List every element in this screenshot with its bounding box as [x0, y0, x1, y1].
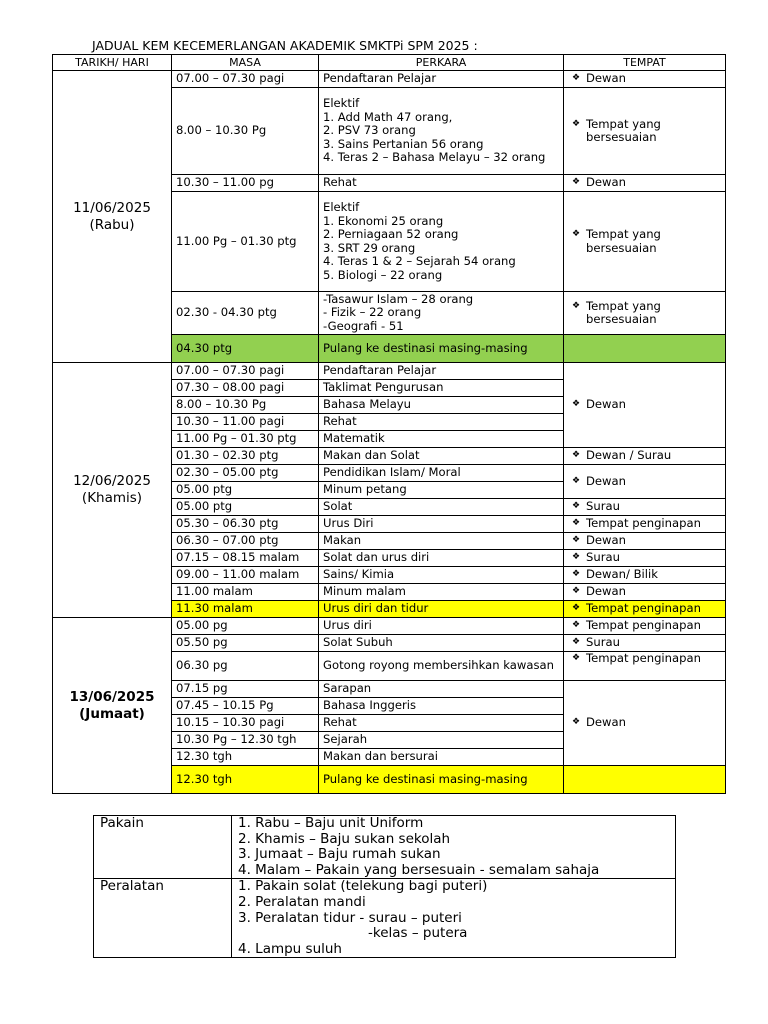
activity-cell: Bahasa Inggeris [319, 698, 564, 715]
notes-label: Pakain [94, 816, 232, 879]
time-cell: 8.00 – 10.30 Pg [172, 88, 319, 175]
activity-cell: Pulang ke destinasi masing-masing [319, 766, 564, 794]
notes-line: -kelas – putera [368, 925, 468, 942]
activity-line: 4. Teras 1 & 2 – Sejarah 54 orang [323, 254, 516, 268]
time-cell: 01.30 – 02.30 ptg [172, 448, 319, 465]
day-cell [53, 363, 172, 618]
day-cell [53, 71, 172, 363]
activity-line: 1. Ekonomi 25 orang [323, 213, 444, 228]
notes-table [93, 815, 676, 958]
place-text: Tempat yang bersesuaian [586, 298, 661, 326]
time-cell: 10.30 – 11.00 pg [172, 175, 319, 192]
notes-line: 1. Rabu – Baju unit Uniform [238, 815, 424, 831]
place-text: Tempat penginapan [586, 618, 701, 633]
diamond-bullet-icon: ❖ [571, 118, 581, 129]
diamond-bullet-icon: ❖ [571, 73, 581, 84]
schedule-row [53, 71, 726, 88]
activity-cell: Makan dan Solat [319, 448, 564, 465]
place-text: Tempat yang bersesuaian [586, 116, 661, 144]
time-cell: 06.30 – 07.00 ptg [172, 533, 319, 550]
place-cell [564, 465, 726, 499]
activity-cell: Bahasa Melayu [319, 397, 564, 414]
time-cell: 10.30 Pg – 12.30 tgh [172, 732, 319, 749]
time-cell: 10.15 – 10.30 pagi [172, 715, 319, 732]
notes-line: 3. Peralatan tidur - surau – puteri [238, 909, 462, 926]
header-place: TEMPAT [564, 55, 726, 71]
place-text: Dewan [586, 71, 626, 86]
schedule-row [53, 363, 726, 380]
notes-line: 4. Lampu suluh [238, 940, 342, 957]
header-row [53, 55, 726, 71]
activity-cell [319, 192, 564, 292]
activity-cell: Sains/ Kimia [319, 567, 564, 584]
time-cell: 05.50 pg [172, 635, 319, 652]
place-cell [564, 766, 726, 794]
notes-label: Peralatan [94, 879, 232, 958]
place-text: Dewan / Surau [586, 448, 672, 463]
place-cell [564, 601, 726, 618]
place-text: Dewan [586, 715, 626, 730]
time-cell: 02.30 – 05.00 ptg [172, 465, 319, 482]
activity-line: 2. Perniagaan 52 orang [323, 227, 459, 241]
place-text: Dewan [586, 397, 626, 412]
time-cell: 09.00 – 11.00 malam [172, 567, 319, 584]
place-cell [564, 499, 726, 516]
place-cell [564, 635, 726, 652]
activity-line: 3. Sains Pertanian 56 orang [323, 136, 484, 151]
activity-line: - Fizik – 22 orang [323, 305, 422, 320]
day-cell [53, 618, 172, 794]
time-cell: 05.00 pg [172, 618, 319, 635]
place-text: Dewan [586, 533, 626, 548]
time-cell: 07.00 – 07.30 pagi [172, 363, 319, 380]
activity-cell: Urus Diri [319, 516, 564, 533]
place-cell [564, 192, 726, 292]
header-time: MASA [172, 55, 319, 71]
activity-cell: Urus diri dan tidur [319, 601, 564, 618]
time-cell: 05.00 ptg [172, 482, 319, 499]
diamond-bullet-icon: ❖ [571, 653, 581, 663]
activity-cell: Taklimat Pengurusan [319, 380, 564, 397]
diamond-bullet-icon: ❖ [571, 518, 581, 529]
notes-row [94, 816, 676, 879]
notes-line: 2. Khamis – Baju sukan sekolah [238, 830, 451, 847]
activity-cell: Makan dan bersurai [319, 749, 564, 766]
activity-cell: Rehat [319, 715, 564, 732]
place-cell [564, 567, 726, 584]
activity-cell: Pendaftaran Pelajar [319, 71, 564, 88]
diamond-bullet-icon: ❖ [571, 229, 581, 239]
time-cell: 11.00 Pg – 01.30 ptg [172, 431, 319, 448]
activity-cell: Solat Subuh [319, 635, 564, 652]
time-cell: 10.30 – 11.00 pagi [172, 414, 319, 431]
diamond-bullet-icon: ❖ [571, 177, 581, 188]
activity-cell: Rehat [319, 175, 564, 192]
place-text: Dewan [586, 175, 626, 190]
time-cell: 12.30 tgh [172, 749, 319, 766]
diamond-bullet-icon: ❖ [571, 620, 581, 631]
place-text: Surau [586, 635, 620, 650]
page-title: JADUAL KEM KECEMERLANGAN AKADEMIK SMKTPi SPM 2025 : [92, 38, 478, 53]
place-cell [564, 516, 726, 533]
time-cell: 11.30 malam [172, 601, 319, 618]
time-cell: 07.00 – 07.30 pagi [172, 71, 319, 88]
activity-cell: Sarapan [319, 681, 564, 698]
time-cell: 05.00 ptg [172, 499, 319, 516]
place-cell [564, 175, 726, 192]
place-text: Dewan/ Bilik [586, 567, 658, 582]
activity-cell [319, 292, 564, 335]
diamond-bullet-icon: ❖ [571, 603, 581, 614]
activity-line: 5. Biologi – 22 orang [323, 267, 443, 282]
place-cell [564, 335, 726, 363]
place-text: Tempat penginapan [586, 601, 701, 616]
diamond-bullet-icon: ❖ [571, 552, 581, 563]
notes-line: 1. Pakain solat (telekung bagi puteri) [238, 878, 488, 895]
notes-line: 2. Peralatan mandi [238, 893, 366, 910]
place-text: Surau [586, 550, 620, 565]
diamond-bullet-icon: ❖ [571, 450, 581, 461]
schedule-table [52, 54, 726, 794]
time-cell: 8.00 – 10.30 Pg [172, 397, 319, 414]
notes-line: 4. Malam – Pakain yang bersesuain - semalam sahaja [238, 861, 600, 878]
notes-line: 3. Jumaat – Baju rumah sukan [238, 846, 441, 863]
place-text: Tempat penginapan [586, 651, 701, 665]
time-cell: 07.30 – 08.00 pagi [172, 380, 319, 397]
place-cell [564, 71, 726, 88]
activity-cell: Makan [319, 533, 564, 550]
activity-line: Elektif [323, 200, 360, 214]
diamond-bullet-icon: ❖ [571, 535, 581, 546]
activity-line: 3. SRT 29 orang [323, 240, 416, 255]
activity-cell: Matematik [319, 431, 564, 448]
time-cell: 04.30 ptg [172, 335, 319, 363]
activity-cell: Solat [319, 499, 564, 516]
activity-line: 1. Add Math 47 orang, [323, 109, 453, 124]
time-cell: 07.15 pg [172, 681, 319, 698]
activity-line: -Tasawur Islam – 28 orang [323, 291, 474, 306]
place-cell [564, 533, 726, 550]
activity-cell: Pendaftaran Pelajar [319, 363, 564, 380]
place-cell [564, 618, 726, 635]
place-text: Tempat yang bersesuaian [586, 227, 661, 255]
diamond-bullet-icon: ❖ [571, 501, 581, 512]
activity-cell: Pulang ke destinasi masing-masing [319, 335, 564, 363]
activity-cell: Minum petang [319, 482, 564, 499]
activity-cell: Gotong royong membersihkan kawasan [319, 652, 564, 681]
activity-line: 2. PSV 73 orang [323, 123, 416, 138]
activity-line: Elektif [323, 96, 360, 111]
time-cell: 11.00 Pg – 01.30 ptg [172, 192, 319, 292]
activity-cell: Pendidikan Islam/ Moral [319, 465, 564, 482]
header-activity: PERKARA [319, 55, 564, 71]
activity-line: 4. Teras 2 – Bahasa Melayu – 32 orang [323, 150, 546, 165]
activity-cell [319, 88, 564, 175]
schedule-row [53, 618, 726, 635]
place-cell [564, 363, 726, 448]
activity-cell: Urus diri [319, 618, 564, 635]
place-cell [564, 88, 726, 175]
time-cell: 11.00 malam [172, 584, 319, 601]
activity-cell: Rehat [319, 414, 564, 431]
diamond-bullet-icon: ❖ [571, 586, 581, 597]
place-cell [564, 681, 726, 766]
diamond-bullet-icon: ❖ [571, 637, 581, 648]
place-text: Dewan [586, 473, 626, 488]
activity-cell: Sejarah [319, 732, 564, 749]
place-cell [564, 292, 726, 335]
activity-cell: Solat dan urus diri [319, 550, 564, 567]
diamond-bullet-icon: ❖ [571, 475, 581, 486]
time-cell: 02.30 - 04.30 ptg [172, 292, 319, 335]
header-date: TARIKH/ HARI [53, 55, 172, 71]
time-cell: 05.30 – 06.30 ptg [172, 516, 319, 533]
day-name: (Rabu) [89, 216, 135, 233]
time-cell: 12.30 tgh [172, 766, 319, 794]
day-date: 12/06/2025 [73, 473, 151, 489]
diamond-bullet-icon: ❖ [571, 300, 581, 311]
place-cell [564, 584, 726, 601]
activity-line: -Geografi - 51 [323, 318, 404, 333]
place-cell [564, 550, 726, 567]
place-text: Surau [586, 499, 620, 514]
time-cell: 07.15 – 08.15 malam [172, 550, 319, 567]
notes-content [232, 879, 676, 958]
time-cell: 06.30 pg [172, 652, 319, 681]
place-cell [564, 652, 726, 681]
diamond-bullet-icon: ❖ [571, 717, 581, 728]
diamond-bullet-icon: ❖ [571, 399, 581, 410]
day-name: (Khamis) [81, 490, 143, 506]
notes-row [94, 879, 676, 958]
activity-cell: Minum malam [319, 584, 564, 601]
place-cell [564, 448, 726, 465]
day-date: 11/06/2025 [73, 199, 151, 216]
notes-content [232, 816, 676, 879]
day-name: (Jumaat) [79, 705, 145, 722]
diamond-bullet-icon: ❖ [571, 569, 581, 580]
place-text: Tempat penginapan [586, 516, 701, 531]
place-text: Dewan [586, 584, 626, 599]
time-cell: 07.45 – 10.15 Pg [172, 698, 319, 715]
day-date: 13/06/2025 [69, 688, 155, 705]
